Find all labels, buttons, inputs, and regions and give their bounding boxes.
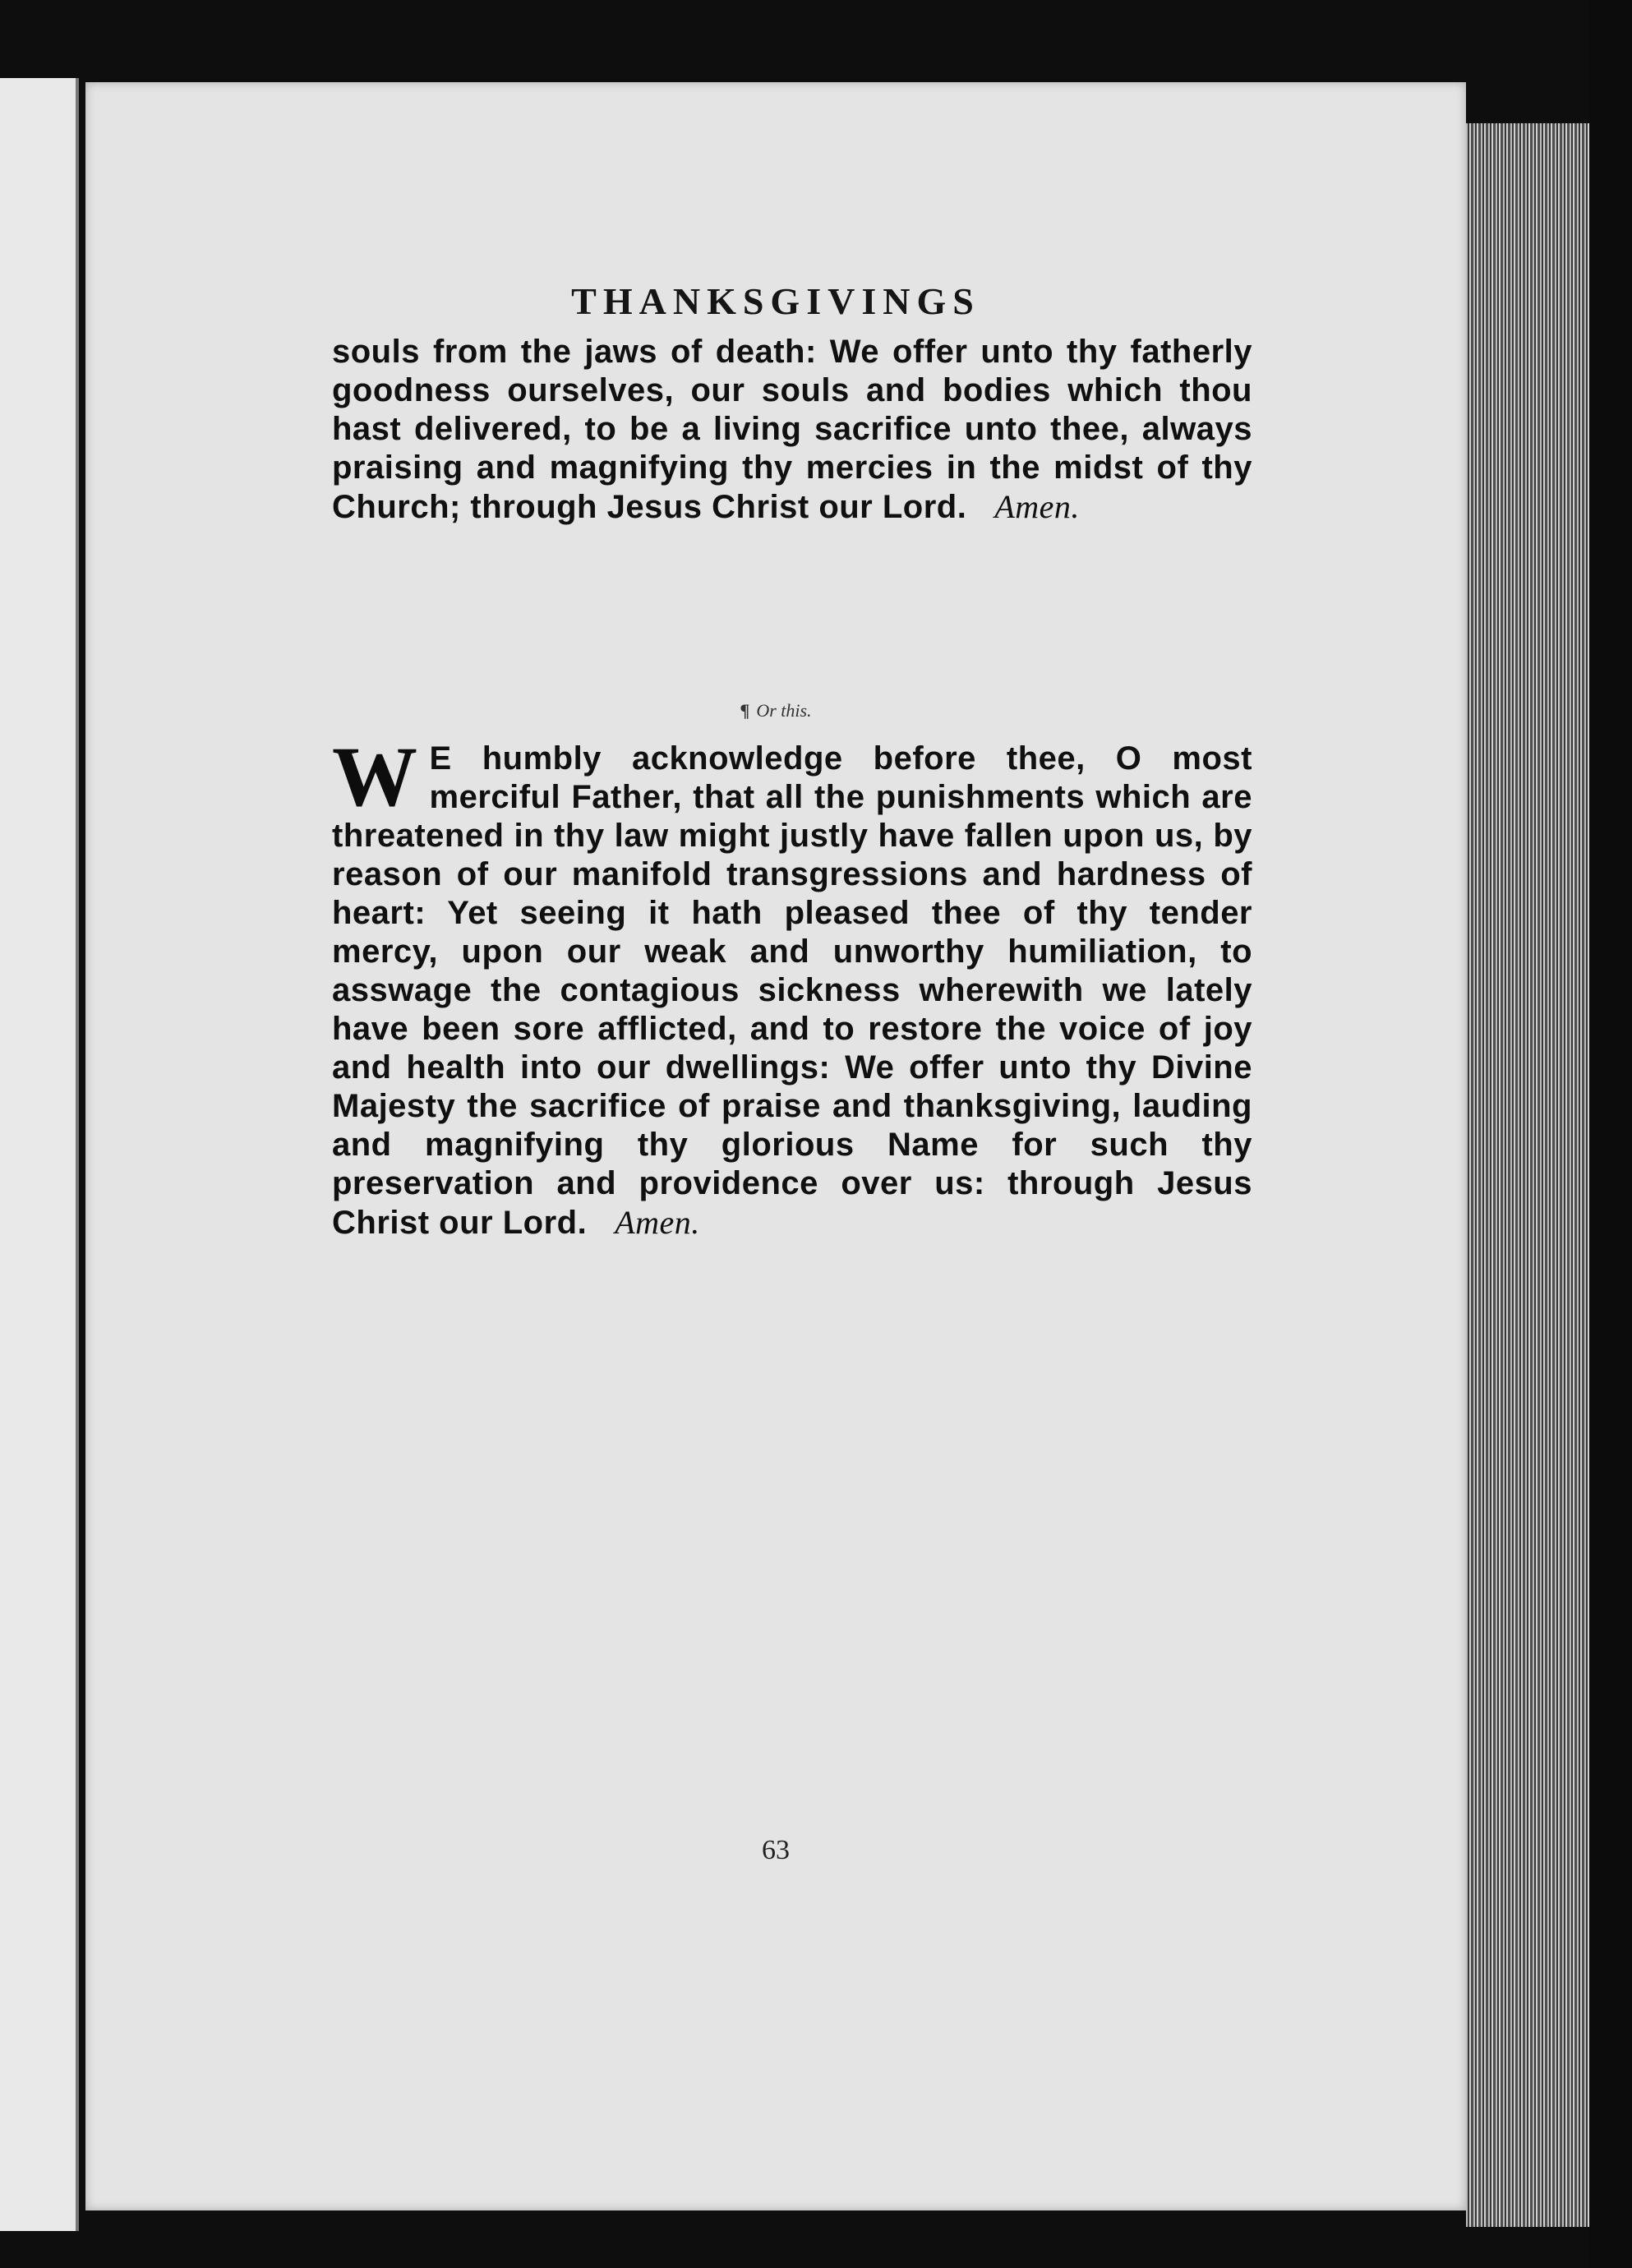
running-head: THANKSGIVINGS <box>571 280 980 322</box>
pilcrow-icon: ¶ <box>740 700 750 721</box>
amen: Amen. <box>994 488 1080 525</box>
rubric-text: Or this. <box>756 700 812 721</box>
amen: Amen. <box>615 1204 700 1241</box>
prayer-paragraph <box>332 730 1252 1242</box>
facing-page-edge <box>0 78 79 2231</box>
paragraph-text: E humbly acknowledge before thee, O most merciful Father, that all the punishments which are threatened in thy law might justly have fallen upon us, by reason of our manifold transgressions and hardness of heart: Yet seeing it hath pleased thee of thy tender mercy, upon our weak and unworthy humiliation, to asswage the contagious sickness wherewith we lately have been sore afflicted, and to restore the voice of joy and health into our dwellings: We offer unto thy Divine Majesty the sacrifice of praise and thanksgiving, lauding and magnifying thy glorious Name for such thy preservation and providence over us: through Jesus Christ our Lord. <box>332 740 1252 1241</box>
page-number: 63 <box>762 1835 790 1865</box>
paragraph-continued <box>332 333 1252 527</box>
book-page <box>85 82 1466 2210</box>
drop-cap: W <box>332 730 418 824</box>
scan-border <box>1589 0 1632 2268</box>
page-edges-stack <box>1466 123 1589 2227</box>
paragraph-text: souls from the jaws of death: We offer unto thy fatherly goodness ourselves, our souls and bodies which thou hast delivered, to be a living sacrifice unto thee, always praising and magnifying thy mercies in the midst of thy Church; through Jesus Christ our Lord. <box>332 334 1252 525</box>
rubric <box>85 700 1466 721</box>
